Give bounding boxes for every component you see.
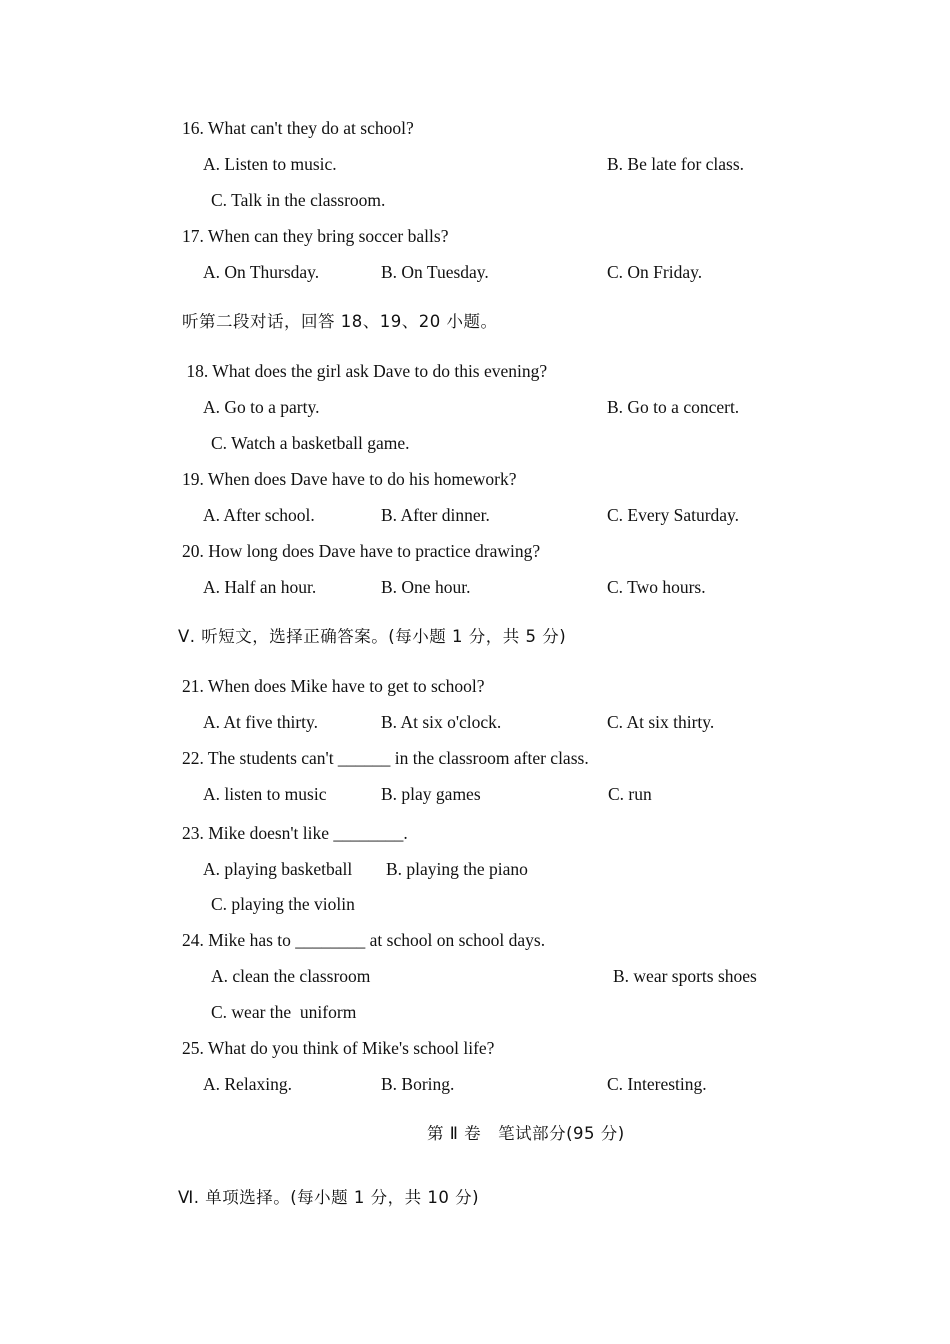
option-22-b: B. play games [381,784,481,804]
option-21-b: B. At six o'clock. [381,712,502,732]
question-20: 20. How long does Dave have to practice drawing? [182,541,541,561]
question-18: 18. What does the girl ask Dave to do this evening? [182,361,548,381]
option-25-c: C. Interesting. [607,1074,707,1094]
option-22-c: C. run [608,784,652,804]
option-20-c: C. Two hours. [607,577,706,597]
question-16: 16. What can't they do at school? [182,118,414,138]
option-24-a: A. clean the classroom [211,966,371,986]
option-16-b: B. Be late for class. [607,154,745,174]
question-24: 24. Mike has to ________ at school on school days. [182,930,546,950]
option-18-a: A. Go to a party. [203,397,320,417]
option-18-c: C. Watch a basketball game. [211,433,410,453]
option-25-b: B. Boring. [381,1074,455,1094]
option-22-a: A. listen to music [203,784,327,804]
option-23-c: C. playing the violin [211,894,355,914]
option-21-a: A. At five thirty. [203,712,319,732]
option-21-c: C. At six thirty. [607,712,715,732]
question-25: 25. What do you think of Mike's school life? [182,1038,495,1058]
option-19-a: A. After school. [203,505,315,525]
option-24-b: B. wear sports shoes [613,966,757,986]
option-25-a: A. Relaxing. [203,1074,292,1094]
section-5-heading: Ⅴ. 听短文，选择正确答案。(每小题 1 分，共 5 分) [178,627,567,646]
question-19: 19. When does Dave have to do his homework? [182,469,517,489]
question-23: 23. Mike doesn't like ________. [182,823,408,843]
option-17-c: C. On Friday. [607,262,703,282]
option-24-c: C. wear the uniform [211,1002,357,1022]
option-17-b: B. On Tuesday. [381,262,489,282]
option-20-a: A. Half an hour. [203,577,317,597]
question-22: 22. The students can't ______ in the classroom after class. [182,748,589,768]
option-20-b: B. One hour. [381,577,471,597]
option-16-a: A. Listen to music. [203,154,337,174]
option-17-a: A. On Thursday. [203,262,320,282]
written-part-heading: 第 Ⅱ 卷 笔试部分(95 分) [427,1124,625,1143]
option-19-c: C. Every Saturday. [607,505,740,525]
section-6-heading: Ⅵ. 单项选择。(每小题 1 分，共 10 分) [178,1188,480,1207]
option-19-b: B. After dinner. [381,505,490,525]
dialog-2-heading: 听第二段对话，回答 18、19、20 小题。 [182,312,498,331]
option-16-c: C. Talk in the classroom. [211,190,386,210]
question-21: 21. When does Mike have to get to school? [182,676,485,696]
option-23-a: A. playing basketball [203,859,353,879]
question-17: 17. When can they bring soccer balls? [182,226,449,246]
option-23-b: B. playing the piano [386,859,528,879]
option-18-b: B. Go to a concert. [607,397,740,417]
